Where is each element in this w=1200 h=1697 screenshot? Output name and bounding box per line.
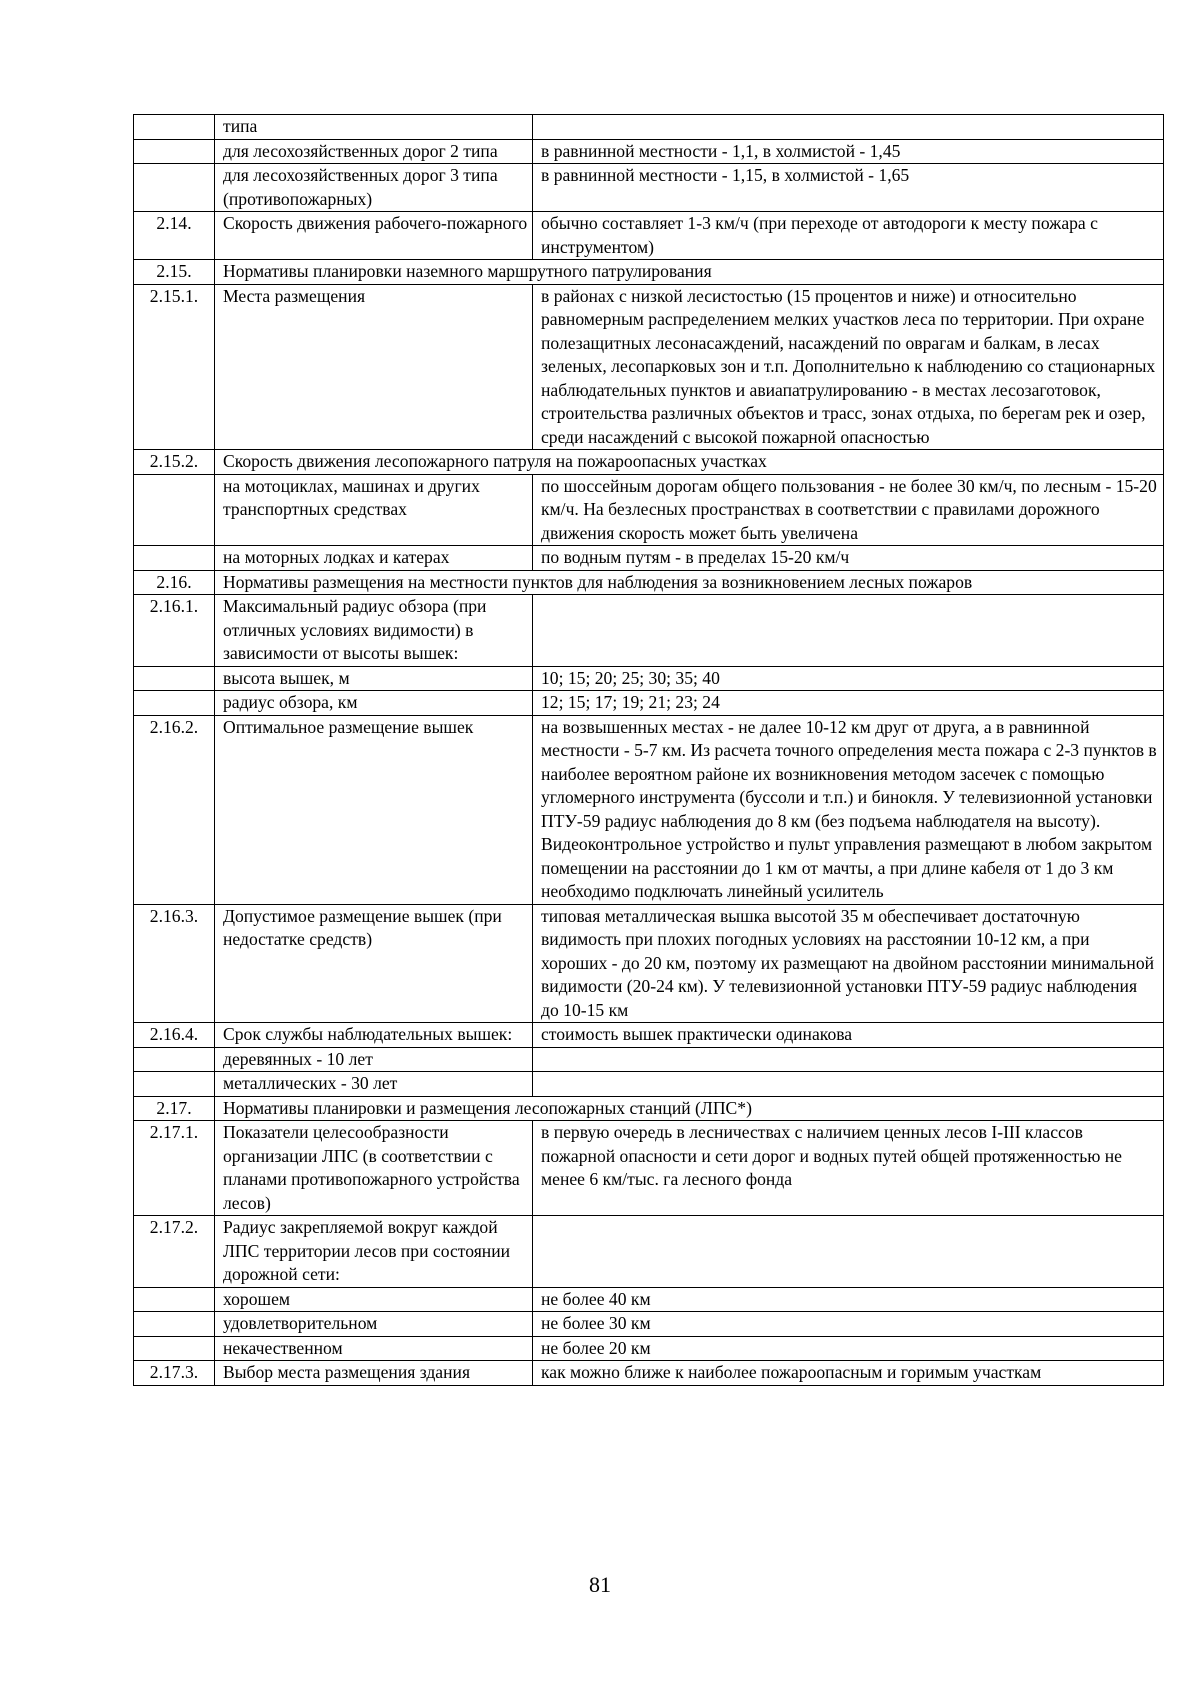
- item-number-cell: 2.15.: [134, 260, 215, 285]
- table-row: [134, 474, 1164, 546]
- table-row: [134, 666, 1164, 691]
- value-cell: не более 30 км: [533, 1312, 1164, 1337]
- value-cell: не более 40 км: [533, 1287, 1164, 1312]
- table-row: [134, 212, 1164, 260]
- item-number-cell: 2.16.: [134, 570, 215, 595]
- table-row: [134, 260, 1164, 285]
- value-cell: [533, 115, 1164, 140]
- parameter-cell: для лесохозяйственных дорог 3 типа (противопожарных): [215, 164, 533, 212]
- parameter-cell: Показатели целесообразности организации ЛПС (в соответствии с планами противопожарного устройства лесов): [215, 1121, 533, 1216]
- table-row: [134, 1047, 1164, 1072]
- parameter-cell: Оптимальное размещение вышек: [215, 715, 533, 904]
- parameter-cell: хорошем: [215, 1287, 533, 1312]
- table-row: [134, 595, 1164, 667]
- value-cell: 10; 15; 20; 25; 30; 35; 40: [533, 666, 1164, 691]
- value-cell: на возвышенных местах - не далее 10-12 км друг от друга, а в равнинной местности - 5-7 км. Из расчета точного определения места пожара с 2-3 пунктов в наиболее вероятном районе их возникновения методом засечек с помощью угломерного инструмента (буссоли и т.п.) и бинокля. У телевизионной установки ПТУ-59 радиус наблюдения до 8 км (без подъема наблюдателя на высоту). Видеоконтрольное устройство и пульт управления размещают в любом закрытом помещении на расстоянии до 1 км от мачты, а при длине кабеля от 1 до 3 км необходимо подключать линейный усилитель: [533, 715, 1164, 904]
- table-row: [134, 139, 1164, 164]
- value-cell: 12; 15; 17; 19; 21; 23; 24: [533, 691, 1164, 716]
- item-number-cell: 2.16.3.: [134, 904, 215, 1023]
- value-cell: по водным путям - в пределах 15-20 км/ч: [533, 546, 1164, 571]
- parameter-cell: металлических - 30 лет: [215, 1072, 533, 1097]
- table-row: [134, 115, 1164, 140]
- value-cell: [533, 595, 1164, 667]
- item-number-cell: [134, 666, 215, 691]
- item-number-cell: [134, 1312, 215, 1337]
- table-row: [134, 164, 1164, 212]
- value-cell: в первую очередь в лесничествах с наличием ценных лесов I-III классов пожарной опасности и сети дорог и водных путей общей протяженностью не менее 6 км/тыс. га лесного фонда: [533, 1121, 1164, 1216]
- parameter-cell: на мотоциклах, машинах и других транспортных средствах: [215, 474, 533, 546]
- value-cell: как можно ближе к наиболее пожароопасным и горимым участкам: [533, 1361, 1164, 1386]
- item-number-cell: [134, 1287, 215, 1312]
- page-number: 81: [589, 1572, 611, 1597]
- item-number-cell: [134, 546, 215, 571]
- item-number-cell: 2.15.1.: [134, 284, 215, 450]
- parameter-cell: Места размещения: [215, 284, 533, 450]
- item-number-cell: [134, 474, 215, 546]
- value-cell: по шоссейным дорогам общего пользования - не более 30 км/ч, по лесным - 15-20 км/ч. На безлесных пространствах в соответствии с правилами дорожного движения скорость может быть увеличена: [533, 474, 1164, 546]
- item-number-cell: [134, 164, 215, 212]
- item-number-cell: [134, 115, 215, 140]
- item-number-cell: [134, 139, 215, 164]
- parameter-cell: Выбор места размещения здания: [215, 1361, 533, 1386]
- parameter-cell: Скорость движения рабочего-пожарного: [215, 212, 533, 260]
- table-row: [134, 1336, 1164, 1361]
- table-row: [134, 450, 1164, 475]
- table-row: [134, 904, 1164, 1023]
- parameter-cell: на моторных лодках и катерах: [215, 546, 533, 571]
- value-cell: типовая металлическая вышка высотой 35 м обеспечивает достаточную видимость при плохих погодных условиях на расстоянии 10-12 км, а при хороших - до 20 км, поэтому их размещают на двойном расстоянии минимальной видимости (20-24 км). У телевизионной установки ПТУ-59 радиус наблюдения до 10-15 км: [533, 904, 1164, 1023]
- value-cell: [533, 1216, 1164, 1288]
- parameter-cell: Максимальный радиус обзора (при отличных условиях видимости) в зависимости от высоты вышек:: [215, 595, 533, 667]
- parameter-cell: высота вышек, м: [215, 666, 533, 691]
- table-row: [134, 1072, 1164, 1097]
- parameter-cell: Допустимое размещение вышек (при недостатке средств): [215, 904, 533, 1023]
- item-number-cell: 2.17.1.: [134, 1121, 215, 1216]
- item-number-cell: 2.16.2.: [134, 715, 215, 904]
- item-number-cell: 2.16.1.: [134, 595, 215, 667]
- value-cell: обычно составляет 1-3 км/ч (при переходе от автодороги к месту пожара с инструментом): [533, 212, 1164, 260]
- item-number-cell: [134, 691, 215, 716]
- parameter-cell: радиус обзора, км: [215, 691, 533, 716]
- item-number-cell: 2.17.2.: [134, 1216, 215, 1288]
- item-number-cell: [134, 1336, 215, 1361]
- section-heading-cell: Нормативы планировки и размещения лесопожарных станций (ЛПС*): [215, 1096, 1164, 1121]
- section-heading-cell: Нормативы планировки наземного маршрутного патрулирования: [215, 260, 1164, 285]
- table-row: [134, 1216, 1164, 1288]
- table-row: [134, 570, 1164, 595]
- section-heading-cell: Скорость движения лесопожарного патруля на пожароопасных участках: [215, 450, 1164, 475]
- value-cell: в районах с низкой лесистостью (15 процентов и ниже) и относительно равномерным распределением мелких участков леса по территории. При охране полезащитных лесонасаждений, насаждений по оврагам и балкам, в лесах зеленых, лесопарковых зон и т.п. Дополнительно к наблюдению со стационарных наблюдательных пунктов и авиапатрулированию - в местах лесозаготовок, строительства различных объектов и трасс, зонах отдыха, по берегам рек и озер, среди насаждений с высокой пожарной опасностью: [533, 284, 1164, 450]
- value-cell: не более 20 км: [533, 1336, 1164, 1361]
- parameter-cell: удовлетворительном: [215, 1312, 533, 1337]
- value-cell: [533, 1047, 1164, 1072]
- item-number-cell: [134, 1047, 215, 1072]
- table-row: [134, 546, 1164, 571]
- table-row: [134, 1361, 1164, 1386]
- parameter-cell: Радиус закрепляемой вокруг каждой ЛПС территории лесов при состоянии дорожной сети:: [215, 1216, 533, 1288]
- value-cell: в равнинной местности - 1,15, в холмистой - 1,65: [533, 164, 1164, 212]
- item-number-cell: 2.17.3.: [134, 1361, 215, 1386]
- table-row: [134, 1096, 1164, 1121]
- table-row: [134, 1312, 1164, 1337]
- item-number-cell: 2.17.: [134, 1096, 215, 1121]
- value-cell: стоимость вышек практически одинакова: [533, 1023, 1164, 1048]
- parameter-cell: типа: [215, 115, 533, 140]
- parameter-cell: деревянных - 10 лет: [215, 1047, 533, 1072]
- standards-table: [133, 114, 1164, 1386]
- table-row: [134, 1121, 1164, 1216]
- value-cell: [533, 1072, 1164, 1097]
- parameter-cell: некачественном: [215, 1336, 533, 1361]
- table-row: [134, 715, 1164, 904]
- item-number-cell: [134, 1072, 215, 1097]
- item-number-cell: 2.15.2.: [134, 450, 215, 475]
- item-number-cell: 2.16.4.: [134, 1023, 215, 1048]
- table-row: [134, 1023, 1164, 1048]
- section-heading-cell: Нормативы размещения на местности пунктов для наблюдения за возникновением лесных пожаров: [215, 570, 1164, 595]
- table-row: [134, 284, 1164, 450]
- parameter-cell: для лесохозяйственных дорог 2 типа: [215, 139, 533, 164]
- table-row: [134, 1287, 1164, 1312]
- value-cell: в равнинной местности - 1,1, в холмистой - 1,45: [533, 139, 1164, 164]
- parameter-cell: Срок службы наблюдательных вышек:: [215, 1023, 533, 1048]
- table-row: [134, 691, 1164, 716]
- item-number-cell: 2.14.: [134, 212, 215, 260]
